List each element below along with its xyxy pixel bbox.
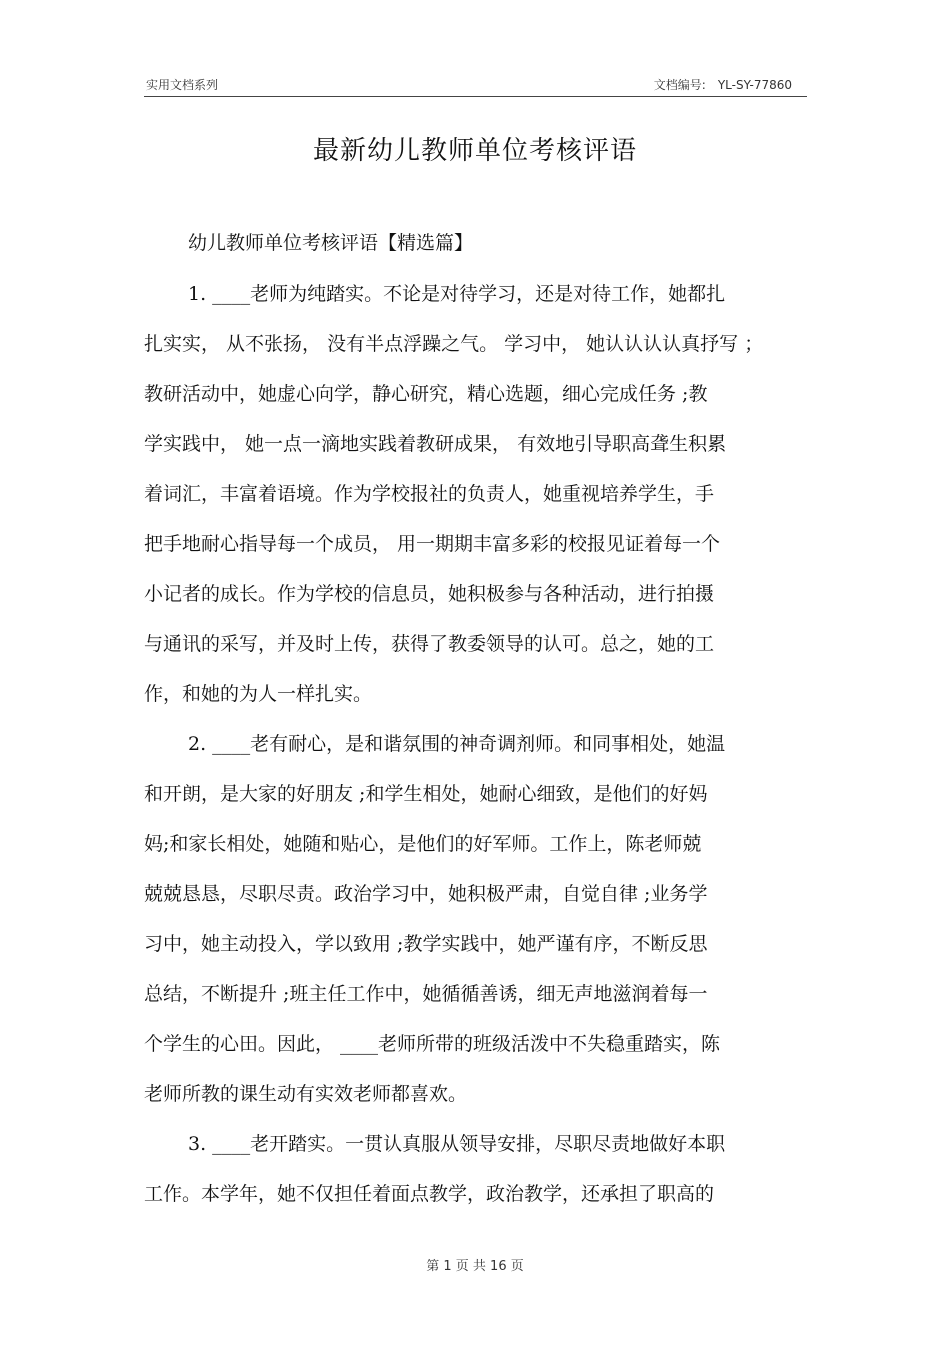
doc-number-label: 文档编号: — [653, 78, 706, 92]
header-divider — [144, 96, 807, 97]
body-line: 扎实实， 从不张扬， 没有半点浮躁之气。 学习中， 她认认认认真抒写 ； — [144, 333, 764, 355]
body-line: 兢兢恳恳，尽职尽责。政治学习中，她积极严肃，自觉自律 ;业务学 — [144, 883, 708, 905]
header-doc-number — [654, 76, 792, 93]
body-line: 1. ____老师为纯踏实。不论是对待学习，还是对待工作，她都扎 — [188, 283, 726, 305]
body-line: 把手地耐心指导每一个成员， 用一期期丰富多彩的校报见证着每一个 — [144, 533, 721, 555]
header-series: 实用文档系列 — [146, 78, 219, 92]
body-line: 个学生的心田。因此， ____老师所带的班级活泼中不失稳重踏实，陈 — [144, 1033, 721, 1055]
page-number-footer: 第 1 页 共 16 页 — [426, 1259, 524, 1274]
body-line: 与通讯的采写，并及时上传，获得了教委领导的认可。总之，她的工 — [144, 633, 715, 655]
body-line: 2. ____老有耐心，是和谐氛围的神奇调剂师。和同事相处，她温 — [188, 733, 726, 755]
body-line: 教研活动中，她虚心向学，静心研究，精心选题，细心完成任务 ;教 — [144, 383, 708, 405]
body-line: 小记者的成长。作为学校的信息员，她积极参与各种活动，进行拍摄 — [144, 583, 715, 605]
document-title: 最新幼儿教师单位考核评语 — [312, 136, 637, 166]
doc-number-value: YL-SY-77860 — [717, 78, 792, 92]
body-line: 和开朗，是大家的好朋友 ;和学生相处，她耐心细致，是他们的好妈 — [144, 783, 708, 805]
body-line: 3. ____老开踏实。一贯认真服从领导安排，尽职尽责地做好本职 — [188, 1133, 726, 1155]
body-line: 妈;和家长相处，她随和贴心，是他们的好军师。工作上，陈老师兢 — [144, 833, 702, 855]
body-line: 作，和她的为人一样扎实。 — [144, 683, 373, 705]
body-line: 工作。本学年，她不仅担任着面点教学，政治教学，还承担了职高的 — [144, 1183, 715, 1205]
body-line: 学实践中， 她一点一滴地实践着教研成果， 有效地引导职高聋生积累 — [144, 433, 727, 455]
body-line: 老师所教的课生动有实效老师都喜欢。 — [144, 1083, 468, 1105]
body-line: 习中，她主动投入，学以致用 ;教学实践中，她严谨有序，不断反思 — [144, 933, 708, 955]
body-line: 着词汇，丰富着语境。作为学校报社的负责人，她重视培养学生，手 — [144, 483, 715, 505]
body-line: 总结，不断提升 ;班主任工作中，她循循善诱，细无声地滋润着每一 — [144, 983, 708, 1005]
section-heading: 幼儿教师单位考核评语【精选篇】 — [188, 232, 474, 254]
